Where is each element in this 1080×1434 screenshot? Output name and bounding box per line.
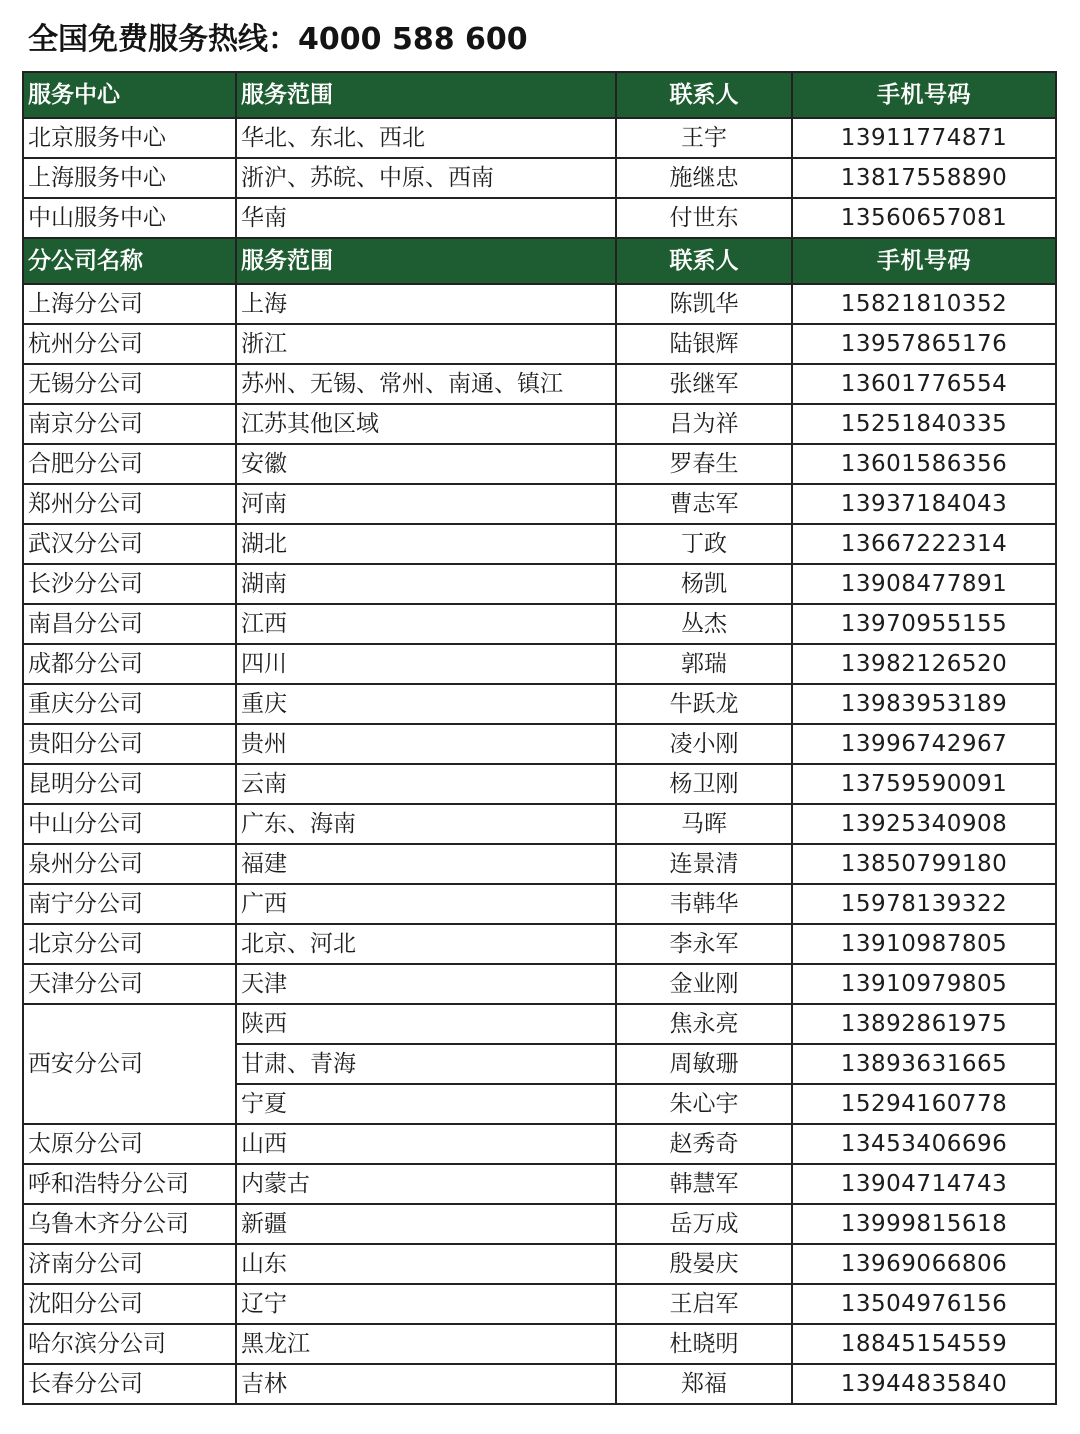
- name-cell: 郑州分公司: [23, 484, 236, 524]
- phone-cell: 13892861975: [792, 1004, 1056, 1044]
- name-cell: 杭州分公司: [23, 324, 236, 364]
- table-row: [23, 804, 1056, 844]
- table-row: [23, 1204, 1056, 1244]
- region-cell: 广东、海南: [236, 804, 616, 844]
- column-header: 手机号码: [792, 238, 1056, 284]
- table-row: [23, 1244, 1056, 1284]
- table-row: [23, 604, 1056, 644]
- contact-cell: 曹志军: [616, 484, 792, 524]
- region-cell: 新疆: [236, 1204, 616, 1244]
- region-cell: 福建: [236, 844, 616, 884]
- region-cell: 广西: [236, 884, 616, 924]
- table-row: [23, 724, 1056, 764]
- contact-cell: 王宇: [616, 118, 792, 158]
- region-cell: 辽宁: [236, 1284, 616, 1324]
- name-cell: 北京分公司: [23, 924, 236, 964]
- contact-cell: 陈凯华: [616, 284, 792, 324]
- phone-cell: 13910979805: [792, 964, 1056, 1004]
- phone-cell: 13970955155: [792, 604, 1056, 644]
- hotline-title: 全国免费服务热线：4000 588 600: [28, 22, 528, 57]
- region-cell: 安徽: [236, 444, 616, 484]
- phone-cell: 13957865176: [792, 324, 1056, 364]
- contact-directory-table: [22, 71, 1057, 1405]
- table-row: [23, 924, 1056, 964]
- name-cell: 北京服务中心: [23, 118, 236, 158]
- contact-cell: 陆银辉: [616, 324, 792, 364]
- phone-cell: 18845154559: [792, 1324, 1056, 1364]
- table-row: [23, 1004, 1056, 1044]
- region-cell: 江西: [236, 604, 616, 644]
- table-row: [23, 324, 1056, 364]
- phone-cell: 15978139322: [792, 884, 1056, 924]
- centers-header-row: [23, 72, 1056, 118]
- contact-cell: 罗春生: [616, 444, 792, 484]
- phone-cell: 13937184043: [792, 484, 1056, 524]
- contact-cell: 张继军: [616, 364, 792, 404]
- contact-cell: 韦韩华: [616, 884, 792, 924]
- contact-cell: 焦永亮: [616, 1004, 792, 1044]
- region-cell: 云南: [236, 764, 616, 804]
- contact-cell: 韩慧军: [616, 1164, 792, 1204]
- phone-cell: 13910987805: [792, 924, 1056, 964]
- phone-cell: 13759590091: [792, 764, 1056, 804]
- branches-header-row: [23, 238, 1056, 284]
- name-cell: 上海分公司: [23, 284, 236, 324]
- phone-cell: 13908477891: [792, 564, 1056, 604]
- region-cell: 吉林: [236, 1364, 616, 1404]
- phone-cell: 13504976156: [792, 1284, 1056, 1324]
- region-cell: 上海: [236, 284, 616, 324]
- table-row: [23, 1124, 1056, 1164]
- phone-cell: 13944835840: [792, 1364, 1056, 1404]
- table-row: [23, 284, 1056, 324]
- region-cell: 甘肃、青海: [236, 1044, 616, 1084]
- region-cell: 四川: [236, 644, 616, 684]
- region-cell: 山西: [236, 1124, 616, 1164]
- phone-cell: 13850799180: [792, 844, 1056, 884]
- table-row: [23, 118, 1056, 158]
- table-row: [23, 364, 1056, 404]
- contact-cell: 岳万成: [616, 1204, 792, 1244]
- region-cell: 山东: [236, 1244, 616, 1284]
- name-cell: 成都分公司: [23, 644, 236, 684]
- region-cell: 浙江: [236, 324, 616, 364]
- name-cell: 上海服务中心: [23, 158, 236, 198]
- name-cell: 南昌分公司: [23, 604, 236, 644]
- name-cell: 武汉分公司: [23, 524, 236, 564]
- table-row: [23, 484, 1056, 524]
- table-row: [23, 564, 1056, 604]
- region-cell: 宁夏: [236, 1084, 616, 1124]
- table-row: [23, 764, 1056, 804]
- table-row: [23, 1164, 1056, 1204]
- table-row: [23, 1284, 1056, 1324]
- column-header: 联系人: [616, 238, 792, 284]
- name-cell: 长春分公司: [23, 1364, 236, 1404]
- contact-cell: 丛杰: [616, 604, 792, 644]
- phone-cell: 13983953189: [792, 684, 1056, 724]
- contact-cell: 郭瑞: [616, 644, 792, 684]
- region-cell: 陕西: [236, 1004, 616, 1044]
- phone-cell: 13601776554: [792, 364, 1056, 404]
- contact-cell: 杨卫刚: [616, 764, 792, 804]
- phone-cell: 13560657081: [792, 198, 1056, 238]
- contact-cell: 付世东: [616, 198, 792, 238]
- table-row: [23, 644, 1056, 684]
- name-cell: 昆明分公司: [23, 764, 236, 804]
- contact-cell: 李永军: [616, 924, 792, 964]
- phone-cell: 13911774871: [792, 118, 1056, 158]
- contact-directory-body: [23, 72, 1056, 1404]
- name-cell: 贵阳分公司: [23, 724, 236, 764]
- name-cell: 长沙分公司: [23, 564, 236, 604]
- region-cell: 苏州、无锡、常州、南通、镇江: [236, 364, 616, 404]
- phone-cell: 13969066806: [792, 1244, 1056, 1284]
- contact-cell: 吕为祥: [616, 404, 792, 444]
- name-cell: 呼和浩特分公司: [23, 1164, 236, 1204]
- phone-cell: 13925340908: [792, 804, 1056, 844]
- region-cell: 华北、东北、西北: [236, 118, 616, 158]
- contact-cell: 赵秀奇: [616, 1124, 792, 1164]
- name-cell: 合肥分公司: [23, 444, 236, 484]
- contact-cell: 施继忠: [616, 158, 792, 198]
- table-row: [23, 1324, 1056, 1364]
- contact-cell: 牛跃龙: [616, 684, 792, 724]
- name-cell: 南京分公司: [23, 404, 236, 444]
- phone-cell: 15294160778: [792, 1084, 1056, 1124]
- name-cell: 南宁分公司: [23, 884, 236, 924]
- table-row: [23, 844, 1056, 884]
- table-row: [23, 444, 1056, 484]
- contact-cell: 王启军: [616, 1284, 792, 1324]
- table-row: [23, 684, 1056, 724]
- region-cell: 黑龙江: [236, 1324, 616, 1364]
- phone-cell: 13817558890: [792, 158, 1056, 198]
- contact-cell: 丁政: [616, 524, 792, 564]
- phone-cell: 13999815618: [792, 1204, 1056, 1244]
- phone-cell: 13996742967: [792, 724, 1056, 764]
- contact-cell: 杨凯: [616, 564, 792, 604]
- name-cell: 哈尔滨分公司: [23, 1324, 236, 1364]
- region-cell: 河南: [236, 484, 616, 524]
- contact-cell: 周敏珊: [616, 1044, 792, 1084]
- region-cell: 北京、河北: [236, 924, 616, 964]
- phone-cell: 13904714743: [792, 1164, 1056, 1204]
- phone-cell: 15251840335: [792, 404, 1056, 444]
- region-cell: 重庆: [236, 684, 616, 724]
- name-cell: 西安分公司: [23, 1004, 236, 1124]
- table-row: [23, 198, 1056, 238]
- phone-cell: 13982126520: [792, 644, 1056, 684]
- contact-cell: 殷晏庆: [616, 1244, 792, 1284]
- contact-cell: 郑福: [616, 1364, 792, 1404]
- name-cell: 泉州分公司: [23, 844, 236, 884]
- phone-cell: 13453406696: [792, 1124, 1056, 1164]
- name-cell: 无锡分公司: [23, 364, 236, 404]
- table-row: [23, 524, 1056, 564]
- column-header: 分公司名称: [23, 238, 236, 284]
- name-cell: 中山分公司: [23, 804, 236, 844]
- region-cell: 浙沪、苏皖、中原、西南: [236, 158, 616, 198]
- region-cell: 湖北: [236, 524, 616, 564]
- column-header: 服务中心: [23, 72, 236, 118]
- name-cell: 天津分公司: [23, 964, 236, 1004]
- phone-cell: 13601586356: [792, 444, 1056, 484]
- name-cell: 沈阳分公司: [23, 1284, 236, 1324]
- phone-cell: 15821810352: [792, 284, 1056, 324]
- contact-cell: 凌小刚: [616, 724, 792, 764]
- name-cell: 太原分公司: [23, 1124, 236, 1164]
- table-row: [23, 158, 1056, 198]
- table-row: [23, 1364, 1056, 1404]
- region-cell: 贵州: [236, 724, 616, 764]
- table-row: [23, 964, 1056, 1004]
- region-cell: 湖南: [236, 564, 616, 604]
- name-cell: 济南分公司: [23, 1244, 236, 1284]
- phone-cell: 13667222314: [792, 524, 1056, 564]
- contact-cell: 连景清: [616, 844, 792, 884]
- column-header: 服务范围: [236, 238, 616, 284]
- name-cell: 重庆分公司: [23, 684, 236, 724]
- contact-cell: 杜晓明: [616, 1324, 792, 1364]
- table-row: [23, 884, 1056, 924]
- contact-cell: 金业刚: [616, 964, 792, 1004]
- region-cell: 华南: [236, 198, 616, 238]
- phone-cell: 13893631665: [792, 1044, 1056, 1084]
- table-row: [23, 404, 1056, 444]
- region-cell: 江苏其他区域: [236, 404, 616, 444]
- contact-cell: 朱心宇: [616, 1084, 792, 1124]
- column-header: 手机号码: [792, 72, 1056, 118]
- name-cell: 乌鲁木齐分公司: [23, 1204, 236, 1244]
- region-cell: 内蒙古: [236, 1164, 616, 1204]
- name-cell: 中山服务中心: [23, 198, 236, 238]
- column-header: 联系人: [616, 72, 792, 118]
- region-cell: 天津: [236, 964, 616, 1004]
- column-header: 服务范围: [236, 72, 616, 118]
- contact-cell: 马晖: [616, 804, 792, 844]
